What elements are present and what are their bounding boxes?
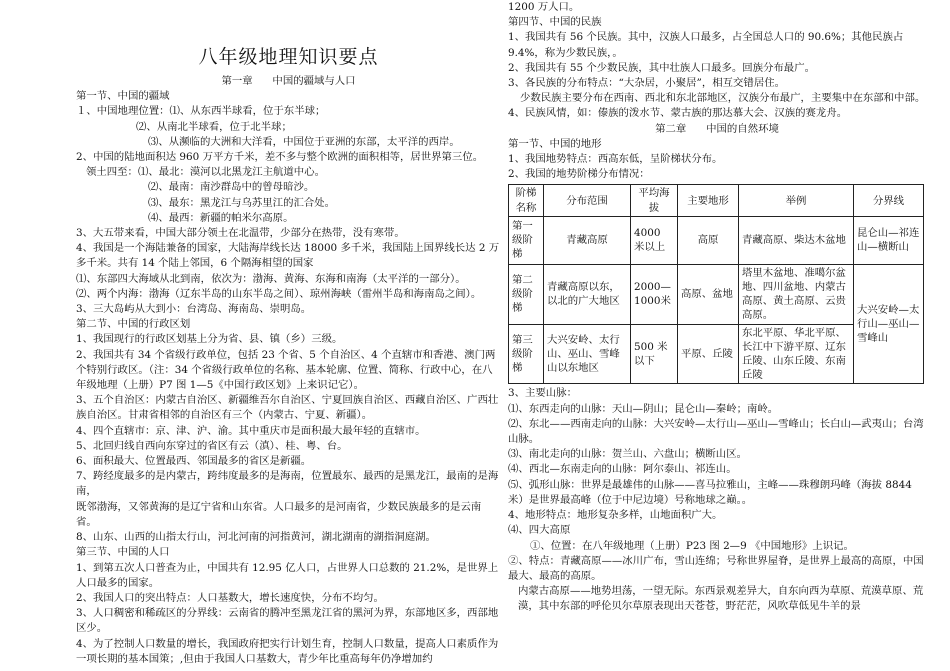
text-line: 2、我国共有 34 个省级行政单位，包括 23 个省、5 个自治区、4 个直辖市和香港、澳门两个特别行政区。（注：34 个省级行政单位的名称、基本轮廓、位置、简称、行政中心，在八年级地理（上册）P7 图 1—5《中国行政区划》上来识记它）。 [76,348,496,392]
header-step-name: 阶梯名称 [509,185,544,216]
cell-range: 青藏高原以东，以北的广大地区 [544,264,631,324]
text-line: 第三节、中国的人口 [76,546,170,559]
cell-terrain: 高原、盆地 [678,264,739,324]
header-boundary: 分界线 [854,185,924,216]
text-line: 4、地形特点：地形复杂多样，山地面积广大。 [508,509,723,522]
cell-range: 大兴安岭、太行山、巫山、雪峰山以东地区 [544,324,631,384]
cell-terrain: 高原 [678,216,739,264]
cell-examples: 青藏高原、柴达木盆地 [739,216,854,264]
text-line: ⑷、四大高原 [508,524,571,537]
text-line: ⑵、东北——西南走向的山脉：大兴安岭—太行山—巫山—雪峰山；长白山—武夷山；台湾山脉。 [508,417,924,446]
text-line: 3、主要山脉： [508,387,577,400]
text-line: 5、北回归线自西向东穿过的省区有云（滇）、桂、粤、台。 [76,439,348,452]
cell-altitude: 4000 米以上 [631,216,678,264]
cell-boundary-2: 大兴安岭—太行山—巫山—雪峰山 [854,264,924,384]
header-terrain: 主要地形 [678,185,739,216]
text-line: ⑶、从濒临的大洲和大洋看，中国位于亚洲的东部，太平洋的西岸。 [148,135,460,148]
text-line: 第一章 中国的疆域与人口 [221,75,356,87]
table-row [509,216,924,264]
text-line: ⑷、西北—东南走向的山脉：阿尔泰山、祁连山。 [508,463,737,476]
text-line: 2、我国共有 55 个少数民族，其中壮族人口最多。回族分布最广。 [508,61,815,74]
cell-terrain: 平原、丘陵 [678,324,739,384]
right-column [508,0,926,671]
text-line: 2、中国的陆地面积达 960 万平方千米，差不多与整个欧洲的面积相等，居世界第三位。 [76,151,484,164]
text-line: 2、我国人口的突出特点：人口基数大，增长速度快，分布不均匀。 [76,591,384,604]
right-bottom-text [508,386,926,614]
cell-step: 第三级阶梯 [509,324,544,384]
cell-altitude: 500 米以下 [631,324,678,384]
text-line: 1200 万人口。 [508,1,580,13]
left-body [76,74,501,667]
text-line: 1、到第五次人口普查为止，中国共有 12.95 亿人口，占世界人口总数的 21.2%，是世界上人口最多的国家。 [76,561,499,589]
text-line: 第四节、中国的民族 [508,16,602,29]
table-row [509,264,924,324]
text-line: ⑵、最南：南沙群岛中的曾母暗沙。 [148,181,315,194]
header-examples: 举例 [739,185,854,216]
text-line: 第一节、中国的地形 [508,137,602,150]
text-line: 内蒙古高原——地势坦荡，一望无际。东西景观差异大，自东向西为草原、荒漠草原、荒漠，其中东部的呼伦贝尔草原表现出天苍苍，野茫茫，风吹草低见牛羊的景 [518,585,924,613]
cell-range: 青藏高原 [544,216,631,264]
right-top-text [508,0,926,182]
text-line: 3、大五带来看，中国大部分领土在北温带，少部分在热带，没有寒带。 [76,227,405,240]
terrain-steps-table [508,184,924,384]
text-line: ⑴、东部四大海域从北到南，依次为：渤海、黄海、东海和南海（太平洋的一部分）。 [76,272,466,285]
text-line: 4、为了控制人口数量的增长，我国政府把实行计划生育，控制人口数量，提高人口素质作为一项长期的基本国策；,但由于我国人口基数大，青少年比重高每年仍净增加约 [76,637,499,665]
text-line: 4、四个直辖市：京、津、沪、渝。其中重庆市是面积最大最年轻的直辖市。 [76,424,426,437]
text-line: 既邻渤海，又邻黄海的是辽宁省和山东省。人口最多的是河南省，少数民族最多的是云南省。 [76,500,482,528]
text-line: ⑵、两个内海：渤海（辽东半岛的山东半岛之间）、琼州海峡（雷州半岛和海南岛之间）。 [76,287,482,300]
text-line: 第二章 中国的自然环境 [655,122,779,135]
text-line: ⑶、南北走向的山脉：贺兰山、六盘山；横断山区。 [508,448,747,461]
text-line: １、中国地理位置：⑴、从东西半球看，位于东半球； [76,105,326,118]
text-line: 1、我国现行的行政区划基上分为省、县、镇（乡）三级。 [76,333,343,346]
header-range: 分布范围 [544,185,631,216]
text-line: ②、特点：青藏高原——冰川广布，雪山连绵；号称世界屋脊，是世界上最高的高原，中国最大、最高的高原。 [508,554,924,582]
text-line: 4、民族风情，如：傣族的泼水节、蒙古族的那达慕大会、汉族的赛龙舟。 [508,107,848,120]
text-line: 6、面积最大、位置最西、邻国最多的省区是新疆。 [76,455,312,468]
text-line: 3、各民族的分布特点：“大杂居，小聚居”，相互交错居住。 [508,77,785,90]
text-line: ⑵、从南北半球看，位于北半球； [136,120,292,133]
text-line: 3、人口稠密和稀疏区的分界线：云南省的腾冲至黑龙江省的黑河为界，东部地区多，西部地区少。 [76,607,499,635]
text-line: 8、山东、山西的山指太行山，河北河南的河指黄河，湖北湖南的湖指洞庭湖。 [76,531,436,544]
table-header-row [509,185,924,216]
text-line: 领土四至：⑴、最北：漠河以北黑龙江主航道中心。 [86,166,325,179]
text-line: 少数民族主要分布在西南、西北和东北部地区，汉族分布最广，主要集中在东部和中部。 [520,92,926,105]
text-line: ⑶、最东：黑龙江与乌苏里江的汇合处。 [148,196,336,209]
cell-examples: 东北平原、华北平原、长江中下游平原、辽东丘陵、山东丘陵、东南丘陵 [739,324,854,384]
text-line: 第二节、中国的行政区划 [76,318,191,331]
cell-step: 第一级阶梯 [509,216,544,264]
text-line: ⑷、最西：新疆的帕米尔高原。 [148,211,294,224]
cell-step: 第二级阶梯 [509,264,544,324]
text-line: ⑸、弧形山脉：世界是最雄伟的山脉——喜马拉雅山，主峰——珠穆朗玛峰（海拔 8844 米）是世界最高峰（位于中尼边境）号称地球之巅。。 [508,478,916,506]
document-title: 八年级地理知识要点 [198,46,379,68]
text-line: ①、位置：在八年级地理（上册）P23 图 2—9 《中国地形》上识记。 [530,539,854,552]
text-line: 7、跨经度最多的是内蒙古，跨纬度最多的是海南，位置最东、最西的是黑龙江，最南的是海南， [76,470,499,498]
text-line: ⑴、东西走向的山脉：天山—阴山；昆仑山—秦岭；南岭。 [508,402,779,415]
text-line: 1、我国地势特点：西高东低，呈阶梯状分布。 [508,153,723,166]
header-altitude: 平均海拔 [631,185,678,216]
cell-altitude: 2000—1000米 [631,264,678,324]
text-line: 3、三大岛屿从大到小：台湾岛、海南岛、崇明岛。 [76,303,312,316]
cell-boundary-1: 昆仑山—祁连山—横断山 [854,216,924,264]
text-line: 1、我国共有 56 个民族。其中，汉族人口最多，占全国总人口的 90.6%；其他民族占 9.4%，称为少数民族，。 [508,31,907,59]
text-line: 3、五个自治区：内蒙古自治区、新疆维吾尔自治区、宁夏回族自治区、西藏自治区、广西壮族自治区。甘肃省相邻的自治区有三个（内蒙古、宁夏、新疆）。 [76,394,499,422]
text-line: 4、我国是一个海陆兼备的国家，大陆海岸线长达 18000 多千米，我国陆上国界线长达 2 万多千米。共有 14 个陆上邻国，6 个隔海相望的国家 [76,242,500,270]
text-line: 2、我国的地势阶梯分布情况： [508,168,650,181]
text-line: 第一节、中国的疆域 [76,90,170,103]
left-column [76,0,501,671]
cell-examples: 塔里木盆地、准噶尔盆地、四川盆地、内蒙古高原、黄土高原、云贵高原。 [739,264,854,324]
